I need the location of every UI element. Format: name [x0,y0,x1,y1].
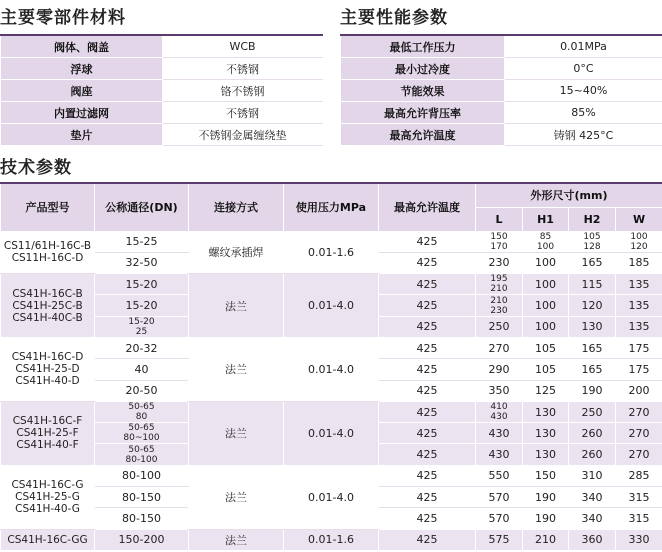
dim-H1-cell [523,487,569,508]
header-max-temp: 最高允许温度 [379,183,476,231]
performance-table [340,34,662,146]
dim-H1-value: 190 [535,490,556,504]
part-value: 铬不锈钢 [163,80,323,102]
dim-W-value: 135 [628,277,650,291]
dim-H1-value: 130 [535,405,556,419]
dim-W-cell [616,274,662,295]
dim-W-value: 135 [628,320,650,334]
perf-row [341,80,662,102]
dim-W-cell [616,337,662,358]
part-row [1,58,323,80]
dim-H1-value: 130 [535,426,556,440]
temp-cell: 425 [379,274,476,295]
model-name: CS41H-16C-GG [7,533,88,546]
dim-L-value: 430 [488,448,510,462]
dn-cell [95,401,189,422]
temp-cell: 425 [379,444,476,465]
part-label: 垫片 [1,124,163,146]
dn-value: 15-25 [125,235,158,249]
perf-value: 85% [505,102,662,124]
perf-row [341,102,662,124]
model-name: CS41H-25-D [15,363,80,376]
header-dn: 公称通径(DN) [95,183,189,231]
dim-L-cell [476,423,523,444]
dim-W-value: 100 [630,231,648,242]
dim-W-value: 200 [628,384,650,398]
dim-H2-cell [569,401,616,422]
dim-L-value: 270 [488,341,510,355]
temp-cell: 425 [379,487,476,508]
dim-H1-value: 100 [535,277,556,291]
dn-cell [95,465,189,486]
dim-W-cell [616,465,662,486]
perf-value: 15~40% [505,80,662,102]
dim-H2-cell [569,359,616,380]
model-name: CS11H-16C-D [11,252,84,265]
pressure-cell: 0.01-4.0 [284,274,379,338]
dim-W-cell [616,295,662,316]
dim-H2-cell [569,252,616,273]
spec-row [1,337,662,358]
dn-value: 20-50 [125,384,158,398]
dn-value: 20-32 [125,341,158,355]
dim-H1-cell [523,465,569,486]
perf-label: 最高允许背压率 [341,102,505,124]
connection-cell: 法兰 [189,529,284,550]
dim-H1-value: 105 [535,341,556,355]
part-label: 内置过滤网 [1,102,163,124]
dim-H2-cell [569,316,616,337]
model-cell [1,274,95,338]
dim-L-value: 210 [490,295,508,306]
spec-row [1,274,662,295]
dn-cell [95,316,189,337]
dim-H1-value: 100 [535,299,556,313]
dim-L-value: 250 [488,320,510,334]
pressure-cell: 0.01-4.0 [284,401,379,465]
temp-cell: 425 [379,508,476,529]
dim-H1-value: 125 [535,384,556,398]
connection-cell: 法兰 [189,274,284,338]
spec-row [1,231,662,252]
model-name: CS41H-40-D [15,375,80,388]
dim-W-cell [616,487,662,508]
dim-W-value: 270 [628,405,650,419]
dn-value: 80-100 [122,469,161,483]
dim-H2-cell [569,337,616,358]
dim-L-value: 550 [488,469,510,483]
connection-cell: 法兰 [189,401,284,465]
dim-W-value: 175 [628,341,650,355]
dn-value: 15-20 [125,277,158,291]
perf-value: 0°C [505,58,662,80]
part-value: 不锈钢 [163,58,323,80]
dim-H2-value: 260 [581,426,603,440]
dn-cell [95,487,189,508]
dn-value: 80 [135,412,148,423]
dim-H2-cell [569,487,616,508]
model-name: CS41H-16C-F [12,415,83,428]
part-row [1,124,323,146]
dim-L-value: 230 [490,305,508,316]
model-name: CS41H-40C-B [12,311,83,324]
perf-row [341,124,662,146]
dim-W-cell [616,252,662,273]
part-row [1,102,323,124]
header-connection: 连接方式 [189,183,284,231]
dim-W-value: 315 [628,490,650,504]
dim-H2-cell [569,380,616,401]
dn-value: 25 [135,326,148,337]
dn-cell [95,337,189,358]
dim-H1-value: 150 [535,469,556,483]
model-name: CS41H-16C-G [11,479,84,492]
dim-H1-cell [523,274,569,295]
temp-cell: 425 [379,529,476,550]
parts-material-table [0,34,323,146]
model-name: CS41H-25C-B [12,299,83,312]
model-cell [1,401,95,465]
dim-H2-cell [569,465,616,486]
temp-cell: 425 [379,401,476,422]
dn-value: 80~100 [123,433,160,444]
connection-cell: 法兰 [189,465,284,529]
dim-H2-cell [569,529,616,550]
part-value: 不锈钢 [163,102,323,124]
pressure-cell: 0.01-4.0 [284,465,379,529]
dim-L-cell [476,487,523,508]
dim-H2-value: 165 [581,341,603,355]
dim-L-cell [476,529,523,550]
model-cell [1,529,95,550]
part-label: 浮球 [1,58,163,80]
dn-value: 40 [134,362,149,376]
dim-L-cell [476,380,523,401]
dim-W-value: 135 [628,299,650,313]
perf-label: 最低工作压力 [341,35,505,58]
dim-H1-cell [523,380,569,401]
header-dimensions: 外形尺寸(mm) [476,183,662,207]
temp-cell: 425 [379,337,476,358]
dim-H2-value: 340 [581,512,603,525]
dim-H2-value: 260 [581,448,603,462]
dim-L-cell [476,444,523,465]
spec-row [1,465,662,486]
dim-H1-cell [523,316,569,337]
dim-H1-cell [523,252,569,273]
dim-L-value: 170 [490,241,508,252]
pressure-cell: 0.01-1.6 [284,231,379,274]
dim-H2-cell [569,508,616,529]
dn-value: 50-65 [128,402,155,413]
dim-H2-value: 360 [581,533,603,547]
dim-H1-cell [523,508,569,529]
dim-H1-cell [523,359,569,380]
temp-cell: 425 [379,252,476,273]
dn-value: 150-200 [118,533,165,547]
dim-L-value: 430 [488,426,510,440]
dim-W-cell [616,359,662,380]
dim-L-value: 570 [488,512,510,525]
header-H1: H1 [523,207,569,231]
dim-H1-value: 85 [539,231,552,242]
header-model: 产品型号 [1,183,95,231]
dim-H1-cell [523,401,569,422]
dn-value: 80-100 [125,454,158,465]
dim-W-value: 270 [628,426,650,440]
dim-L-cell [476,401,523,422]
perf-value: 铸钢 425°C [505,124,662,146]
dim-H1-cell [523,444,569,465]
temp-cell: 425 [379,359,476,380]
dim-H1-cell [523,337,569,358]
dim-W-value: 315 [628,512,650,525]
model-name: CS41H-25-F [16,427,79,440]
dim-H2-value: 340 [581,490,603,504]
temp-cell: 425 [379,231,476,252]
dim-H2-value: 105 [583,231,601,242]
dim-W-cell [616,316,662,337]
dim-L-cell [476,274,523,295]
dim-L-cell [476,316,523,337]
dim-H1-value: 210 [535,533,556,547]
model-name: CS11/61H-16C-B [3,240,92,253]
dim-H1-value: 100 [535,256,556,270]
perf-row [341,35,662,58]
connection-cell: 法兰 [189,337,284,401]
dim-L-value: 290 [488,362,510,376]
model-name: CS41H-16C-D [11,351,84,364]
part-label: 阀体、阀盖 [1,35,163,58]
dim-H2-cell [569,295,616,316]
part-row [1,35,323,58]
dim-H2-value: 310 [581,469,603,483]
dim-W-cell [616,423,662,444]
spec-row [1,401,662,422]
dim-H1-value: 100 [535,320,556,334]
model-name: CS41H-16C-B [12,287,83,300]
dim-H2-cell [569,231,616,252]
perf-value: 0.01MPa [505,35,662,58]
model-cell [1,465,95,529]
dim-L-cell [476,337,523,358]
part-value: 不锈钢金属缠绕垫 [163,124,323,146]
dim-L-value: 570 [488,490,510,504]
dim-L-cell [476,508,523,529]
dim-L-value: 410 [490,402,508,413]
dn-cell [95,274,189,295]
dn-value: 15-20 [125,299,158,313]
temp-cell: 425 [379,295,476,316]
pressure-cell: 0.01-4.0 [284,337,379,401]
perf-label: 最小过冷度 [341,58,505,80]
dim-H1-value: 105 [535,362,556,376]
dim-L-cell [476,359,523,380]
header-pressure: 使用压力MPa [284,183,379,231]
technical-parameters-table [0,182,662,551]
dn-cell [95,508,189,529]
perf-label: 节能效果 [341,80,505,102]
parts-section-title: 主要零部件材料 [0,8,126,28]
dn-value: 80-150 [122,512,161,525]
perf-row [341,58,662,80]
dn-cell [95,380,189,401]
connection-cell: 螺纹承插焊 [189,231,284,274]
temp-cell: 425 [379,380,476,401]
dn-value: 80-150 [122,490,161,504]
dn-cell [95,295,189,316]
model-name: CS41H-40-F [16,439,79,452]
dim-H2-value: 165 [581,256,603,270]
dim-H2-cell [569,444,616,465]
part-value: WCB [163,35,323,58]
dn-cell [95,529,189,550]
dim-H1-cell [523,423,569,444]
header-L: L [476,207,523,231]
dim-W-cell [616,401,662,422]
dn-cell [95,252,189,273]
model-name: CS41H-25-G [15,491,80,504]
dim-H2-value: 250 [581,405,603,419]
model-cell [1,231,95,274]
dim-L-value: 230 [488,256,510,270]
dim-L-cell [476,231,523,252]
dim-W-value: 175 [628,362,650,376]
dim-L-value: 210 [490,284,508,295]
dim-H1-value: 190 [535,512,556,525]
dim-H1-cell [523,295,569,316]
dim-H1-value: 100 [536,241,555,252]
dim-H1-cell [523,529,569,550]
dim-W-value: 185 [628,256,650,270]
model-name: CS41H-40-G [15,503,80,516]
pressure-cell: 0.01-1.6 [284,529,379,550]
dim-W-value: 120 [630,241,648,252]
dim-H2-value: 115 [581,277,603,291]
dn-cell [95,231,189,252]
model-cell [1,337,95,401]
dim-L-value: 430 [490,412,508,423]
dim-W-cell [616,508,662,529]
dim-W-cell [616,529,662,550]
dim-W-cell [616,380,662,401]
spec-row [1,529,662,550]
perf-label: 最高允许温度 [341,124,505,146]
dn-cell [95,359,189,380]
dim-H2-value: 165 [581,362,603,376]
dim-H1-value: 130 [535,448,556,462]
dim-L-value: 195 [490,274,508,285]
performance-section-title: 主要性能参数 [340,8,448,28]
dim-L-value: 150 [490,231,508,242]
dn-value: 15-20 [128,316,155,327]
dim-H2-value: 130 [581,320,603,334]
dn-value: 32-50 [125,256,158,270]
part-row [1,80,323,102]
dim-H2-value: 120 [581,299,603,313]
dim-L-value: 350 [488,384,510,398]
dim-H2-cell [569,423,616,444]
header-H2: H2 [569,207,616,231]
dn-value: 50-65 [128,444,155,455]
temp-cell: 425 [379,465,476,486]
header-W: W [616,207,662,231]
dim-W-value: 330 [628,533,650,547]
temp-cell: 425 [379,423,476,444]
dim-L-value: 575 [488,533,510,547]
dim-L-cell [476,465,523,486]
dim-W-value: 270 [628,448,650,462]
temp-cell: 425 [379,316,476,337]
part-label: 阀座 [1,80,163,102]
dn-value: 50-65 [128,423,155,434]
dim-H2-value: 128 [583,241,601,252]
dim-W-value: 285 [628,469,650,483]
dn-cell [95,423,189,444]
dim-L-cell [476,252,523,273]
tech-params-title: 技术参数 [0,158,72,178]
dim-L-cell [476,295,523,316]
dim-H2-value: 190 [581,384,603,398]
dn-cell [95,444,189,465]
dim-H1-cell [523,231,569,252]
dim-W-cell [616,444,662,465]
dim-W-cell [616,231,662,252]
dim-H2-cell [569,274,616,295]
